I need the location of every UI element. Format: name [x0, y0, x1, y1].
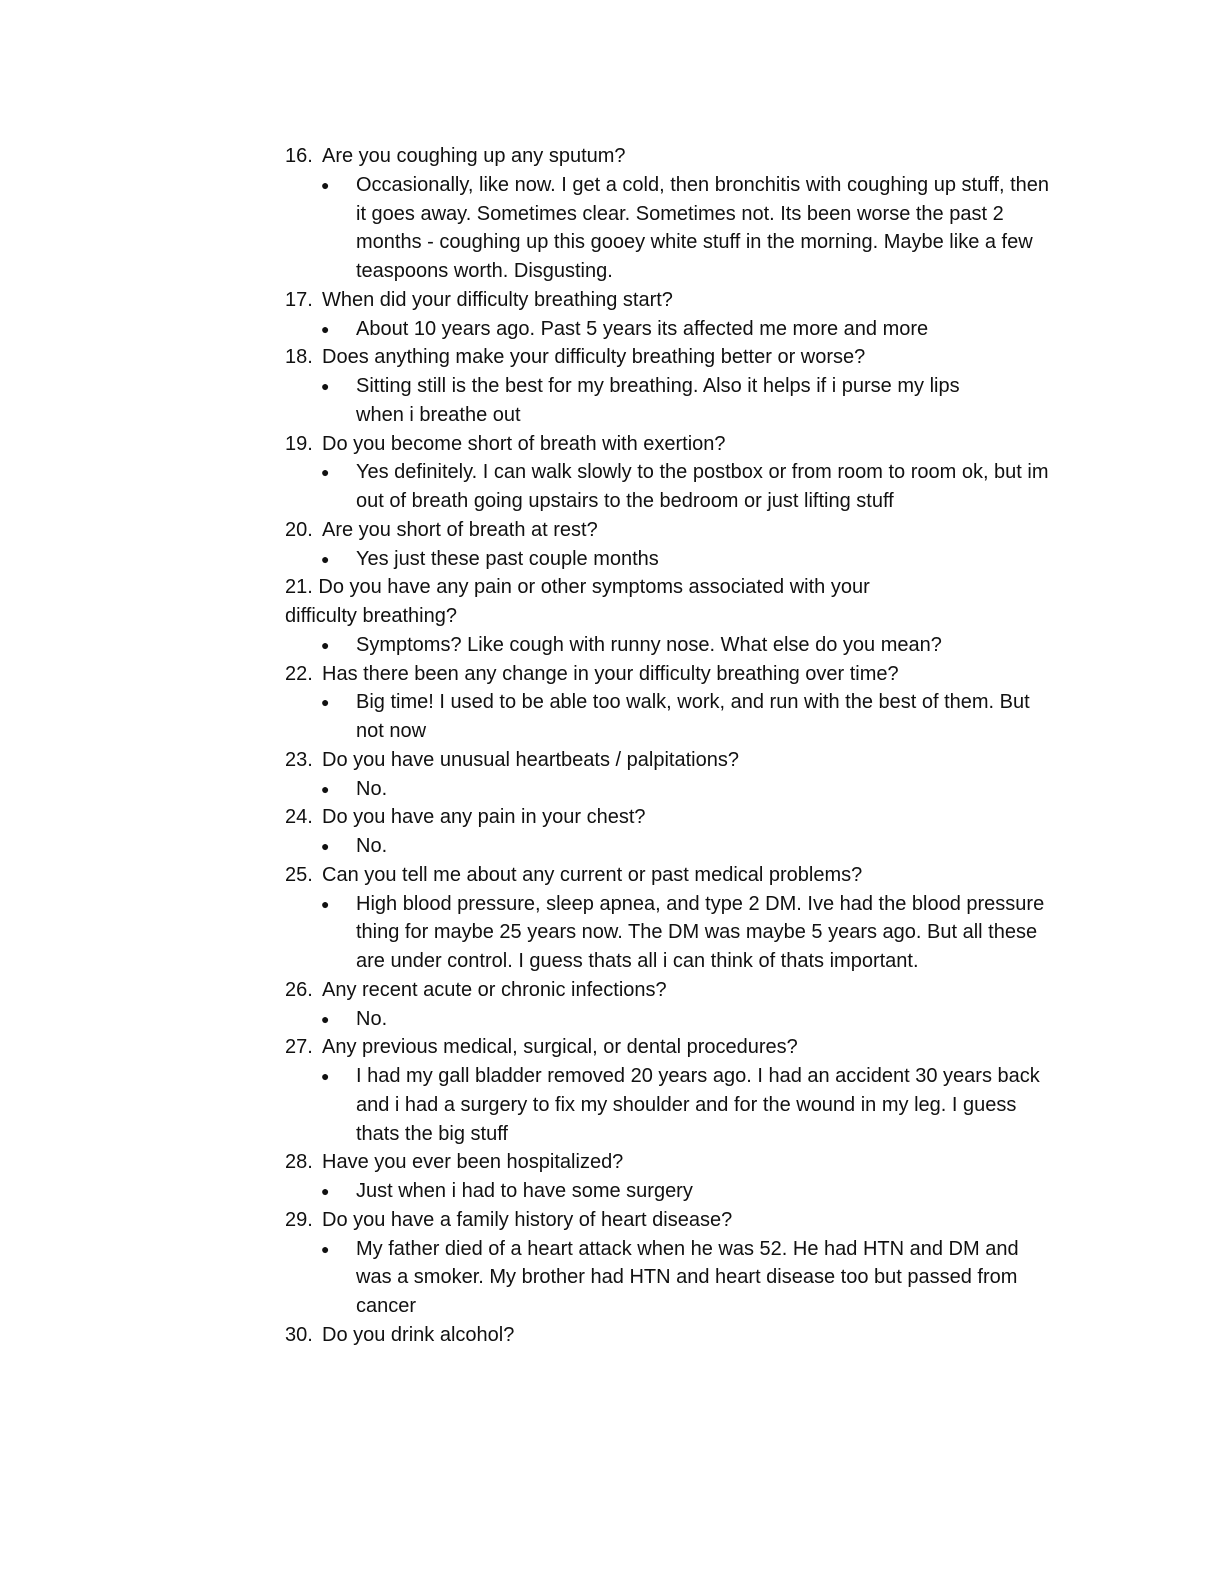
answer-item: [285, 775, 1056, 804]
answer-item: [285, 458, 1056, 516]
answer-item: [285, 631, 1056, 660]
question-text: Do you drink alcohol?: [322, 1323, 515, 1346]
question-number: 21.: [285, 576, 313, 599]
question-text: Can you tell me about any current or past medical problems?: [322, 863, 863, 886]
question-item: [285, 1148, 1065, 1177]
bullet-icon: ●: [321, 895, 330, 912]
question-item: [285, 1206, 1065, 1235]
answer-item: [285, 315, 1056, 344]
answer-text: My father died of a heart attack when he was 52. He had HTN and DM and was a smoker. My brother had HTN and heart disease too but passed from cancer: [356, 1237, 1019, 1317]
question-text: Do you have any pain in your chest?: [322, 806, 646, 829]
bullet-icon: ●: [321, 1068, 330, 1084]
question-number: 17.: [285, 288, 313, 311]
question-number: 28.: [285, 1151, 313, 1174]
question-item: [285, 573, 935, 631]
bullet-icon: ●: [321, 320, 330, 337]
answer-item: [285, 1177, 1056, 1206]
question-number: 27.: [285, 1036, 313, 1059]
question-number: 29.: [285, 1208, 313, 1231]
bullet-icon: ●: [321, 694, 330, 711]
question-number: 16.: [285, 145, 313, 167]
answer-text: Yes definitely. I can walk slowly to the postbox or from room to room ok, but im out of breath going upstairs to the bedroom or just lifting stuff: [356, 461, 1049, 512]
bullet-icon: ●: [321, 780, 330, 797]
bullet-icon: ●: [321, 550, 330, 567]
bullet-icon: ●: [321, 464, 330, 481]
question-number: 25.: [285, 863, 313, 886]
question-text: Any recent acute or chronic infections?: [322, 978, 667, 1001]
question-item: [285, 142, 1065, 171]
question-text: Do you become short of breath with exertion?: [322, 432, 726, 455]
answer-item: [285, 832, 1056, 861]
answer-item: [285, 545, 1056, 574]
question-item: [285, 976, 1065, 1005]
bullet-icon: ●: [321, 636, 330, 653]
answer-text: Yes just these past couple months: [356, 547, 659, 570]
question-item: [285, 516, 1065, 545]
question-text: When did your difficulty breathing start?: [322, 288, 673, 311]
answer-text: No.: [356, 777, 388, 800]
question-text: Does anything make your difficulty breathing better or worse?: [322, 346, 866, 369]
answer-item: [285, 1235, 1056, 1321]
answer-text: Just when i had to have some surgery: [356, 1180, 693, 1202]
answer-text: About 10 years ago. Past 5 years its affected me more and more: [356, 317, 929, 340]
question-number: 18.: [285, 346, 313, 369]
question-text: Are you short of breath at rest?: [322, 518, 598, 541]
question-item: [285, 286, 1065, 315]
answer-text: No.: [356, 1007, 388, 1030]
question-text: Do you have unusual heartbeats / palpitations?: [322, 748, 739, 771]
answer-item: [285, 890, 1056, 976]
question-number: 26.: [285, 978, 313, 1001]
question-number: 30.: [285, 1323, 313, 1346]
question-text: Any previous medical, surgical, or dental procedures?: [322, 1036, 798, 1059]
question-item: [285, 343, 1065, 372]
bullet-icon: ●: [321, 838, 330, 854]
question-answer-list: [285, 142, 1065, 1350]
bullet-icon: ●: [321, 1183, 330, 1199]
answer-text: High blood pressure, sleep apnea, and type 2 DM. Ive had the blood pressure thing for maybe 25 years now. The DM was maybe 5 years ago. But all these are under control. I guess thats all i can think of thats important.: [356, 892, 1045, 972]
question-item: [285, 1033, 1065, 1062]
answer-item: [285, 1062, 1056, 1148]
answer-item: [285, 1005, 1056, 1034]
answer-text: Big time! I used to be able too walk, work, and run with the best of them. But not now: [356, 691, 1030, 742]
answer-item: [285, 688, 1056, 746]
question-text: Has there been any change in your difficulty breathing over time?: [322, 662, 899, 685]
question-item: [285, 803, 1065, 832]
bullet-icon: ●: [321, 1240, 330, 1257]
question-item: [285, 861, 1065, 890]
bullet-icon: ●: [321, 176, 330, 193]
answer-item: [285, 171, 1056, 286]
question-item: [285, 746, 1065, 775]
question-number: 20.: [285, 518, 313, 541]
bullet-icon: ●: [321, 378, 330, 394]
question-item: [285, 430, 1065, 459]
answer-text: I had my gall bladder removed 20 years ago. I had an accident 30 years back and i had a surgery to fix my shoulder and for the wound in my leg. I guess thats the big stuff: [356, 1065, 1040, 1145]
answer-text: Occasionally, like now. I get a cold, then bronchitis with coughing up stuff, then it goes away. Sometimes clear. Sometimes not. Its been worse the past 2 months - coughing up this gooey white stuff in the morning. Maybe like a few teaspoons worth. Disgusting.: [356, 173, 1049, 282]
question-number: 19.: [285, 432, 313, 455]
question-number: 23.: [285, 748, 313, 771]
question-item: [285, 660, 1065, 689]
question-item: [285, 1321, 1065, 1350]
question-text: Do you have a family history of heart disease?: [322, 1208, 733, 1231]
question-text: Have you ever been hospitalized?: [322, 1151, 624, 1174]
answer-item: [285, 372, 981, 430]
question-text: Do you have any pain or other symptoms associated with your difficulty breathing?: [285, 576, 870, 627]
question-text: Are you coughing up any sputum?: [322, 145, 626, 167]
answer-text: Symptoms? Like cough with runny nose. What else do you mean?: [356, 633, 942, 656]
question-number: 24.: [285, 806, 313, 829]
bullet-icon: ●: [321, 1010, 330, 1027]
answer-text: No.: [356, 835, 388, 857]
answer-text: Sitting still is the best for my breathing. Also it helps if i purse my lips when i breathe out: [356, 375, 960, 426]
question-number: 22.: [285, 662, 313, 685]
